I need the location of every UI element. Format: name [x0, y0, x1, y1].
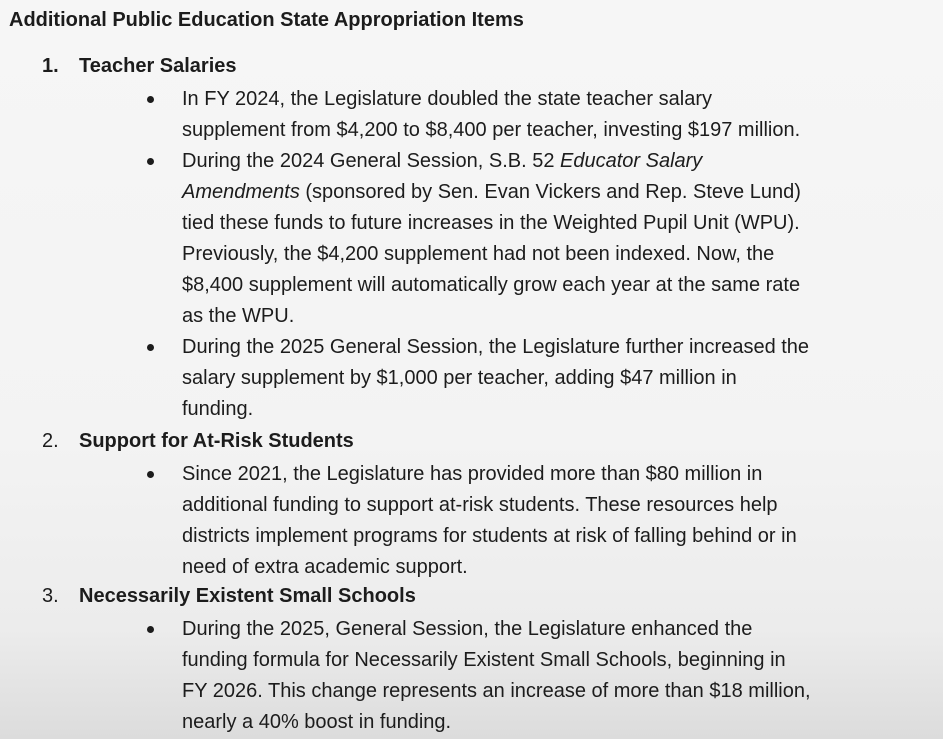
bullet-text-line: salary supplement by $1,000 per teacher, adding $47 million in	[182, 367, 737, 389]
document-title: Additional Public Education State Appropriation Items	[9, 9, 524, 31]
bullet-text-line	[182, 146, 922, 177]
section-number: 2.	[42, 430, 59, 452]
bullet-text-line: In FY 2024, the Legislature doubled the state teacher salary	[182, 88, 712, 110]
bullet-text-line	[182, 177, 922, 208]
section-heading: Support for At-Risk Students	[79, 430, 354, 452]
bullet-icon	[147, 344, 154, 351]
bullet-text-line: funding.	[182, 398, 254, 420]
section-number: 3.	[42, 585, 59, 607]
bullet-text-line: Since 2021, the Legislature has provided more than $80 million in	[182, 463, 763, 485]
bullet-item	[0, 459, 922, 583]
bullet-text-line: nearly a 40% boost in funding.	[182, 711, 452, 733]
bullet-text-line: as the WPU.	[182, 305, 295, 327]
bullet-text-line: tied these funds to future increases in the Weighted Pupil Unit (WPU).	[182, 212, 800, 234]
bullet-list	[0, 614, 943, 738]
bullet-text-line: Previously, the $4,200 supplement had not been indexed. Now, the	[182, 243, 775, 265]
bullet-text-line: additional funding to support at-risk students. These resources help	[182, 494, 778, 516]
bullet-icon	[147, 626, 154, 633]
bill-title-text: Educator Salary	[560, 150, 703, 172]
bullet-list	[0, 459, 943, 583]
bullet-icon	[147, 96, 154, 103]
bill-title-text: Amendments	[182, 181, 300, 203]
bullet-text-line: need of extra academic support.	[182, 556, 468, 578]
section-heading: Necessarily Existent Small Schools	[79, 585, 416, 607]
bullet-item	[0, 614, 922, 738]
section-number: 1.	[42, 55, 59, 77]
bullet-text-line: $8,400 supplement will automatically grow each year at the same rate	[182, 274, 801, 296]
bullet-text-line: districts implement programs for students at risk of falling behind or in	[182, 525, 797, 547]
bullet-item	[0, 84, 922, 146]
bullet-text-segment: (sponsored by Sen. Evan Vickers and Rep. Steve Lund)	[299, 181, 801, 203]
bullet-icon	[147, 471, 154, 478]
bullet-item	[0, 146, 922, 332]
section-heading: Teacher Salaries	[79, 55, 237, 77]
bullet-icon	[147, 158, 154, 165]
bullet-text-line: funding formula for Necessarily Existent Small Schools, beginning in	[182, 649, 786, 671]
bullet-text-segment: During the 2024 General Session, S.B. 52	[182, 150, 561, 172]
bullet-text-line: FY 2026. This change represents an increase of more than $18 million,	[182, 680, 811, 702]
bullet-text-line: During the 2025 General Session, the Legislature further increased the	[182, 336, 810, 358]
bullet-text-line: supplement from $4,200 to $8,400 per teacher, investing $197 million.	[182, 119, 801, 141]
bullet-item	[0, 332, 922, 425]
bullet-text-line: During the 2025, General Session, the Legislature enhanced the	[182, 618, 753, 640]
bullet-list	[0, 84, 943, 425]
